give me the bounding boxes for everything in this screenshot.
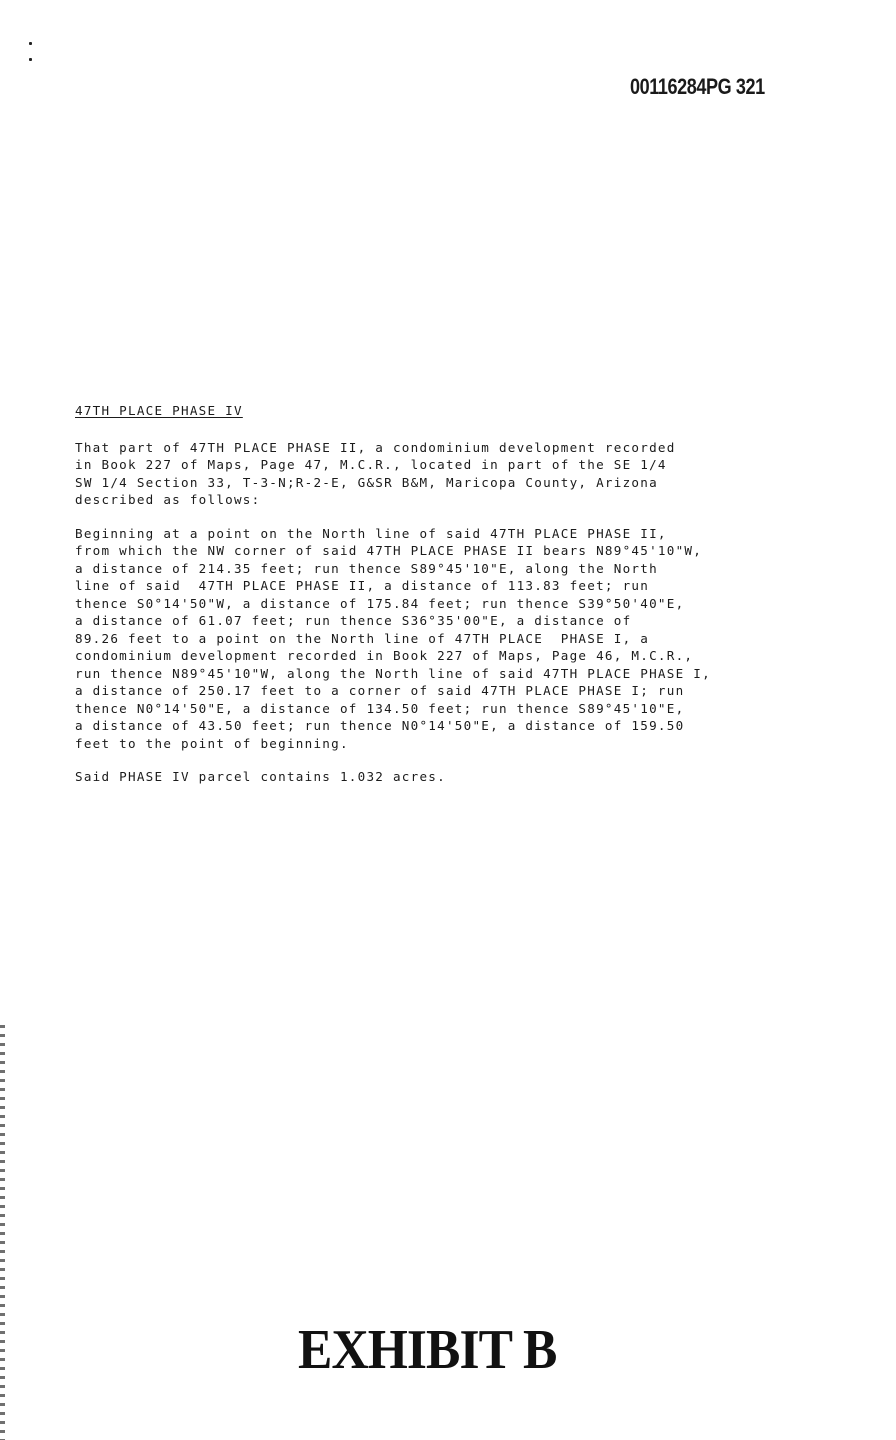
boundary-description-paragraph [75, 525, 845, 753]
text-line: thence S0°14'50"W, a distance of 175.84 feet; run thence S39°50'40"E, [75, 595, 685, 611]
text-line: That part of 47TH PLACE PHASE II, a condominium development recorded [75, 439, 676, 455]
text-line: run thence N89°45'10"W, along the North line of said 47TH PLACE PHASE I, [75, 665, 711, 681]
document-heading: 47TH PLACE PHASE IV [75, 403, 243, 418]
legal-description [75, 402, 845, 802]
text-line: a distance of 43.50 feet; run thence N0°14'50"E, a distance of 159.50 [75, 718, 685, 733]
text-line: SW 1/4 Section 33, T-3-N;R-2-E, G&SR B&M, Maricopa County, Arizona [75, 474, 658, 490]
text-line: a distance of 61.07 feet; run thence S36°35'00"E, a distance of [75, 613, 632, 628]
recording-stamp: 00116284PG 321 [630, 74, 765, 99]
text-line: Beginning at a point on the North line of said 47TH PLACE PHASE II, [75, 525, 667, 541]
text-line: feet to the point of beginning. [75, 735, 349, 751]
text-line: a distance of 214.35 feet; run thence S89°45'10"E, along the North [75, 560, 658, 576]
text-line: from which the NW corner of said 47TH PLACE PHASE II bears N89°45'10"W, [75, 543, 703, 558]
text-line: line of said 47TH PLACE PHASE II, a distance of 113.83 feet; run [75, 578, 650, 593]
text-line: condominium development recorded in Book 227 of Maps, Page 46, M.C.R., [75, 648, 694, 663]
acreage-paragraph [75, 768, 845, 786]
text-line: 89.26 feet to a point on the North line of 47TH PLACE PHASE I, a [75, 630, 650, 646]
exhibit-label: EXHIBIT B [298, 1319, 557, 1381]
text-line: thence N0°14'50"E, a distance of 134.50 feet; run thence S89°45'10"E, [75, 700, 685, 716]
scan-speck [29, 42, 32, 45]
scan-speck [29, 58, 32, 61]
intro-paragraph [75, 439, 845, 509]
text-line: described as follows: [75, 492, 261, 507]
scan-edge-artifact [0, 1025, 5, 1440]
text-line: a distance of 250.17 feet to a corner of said 47TH PLACE PHASE I; run [75, 683, 685, 698]
acreage-line: Said PHASE IV parcel contains 1.032 acres. [75, 769, 446, 784]
text-line: in Book 227 of Maps, Page 47, M.C.R., located in part of the SE 1/4 [75, 457, 667, 472]
